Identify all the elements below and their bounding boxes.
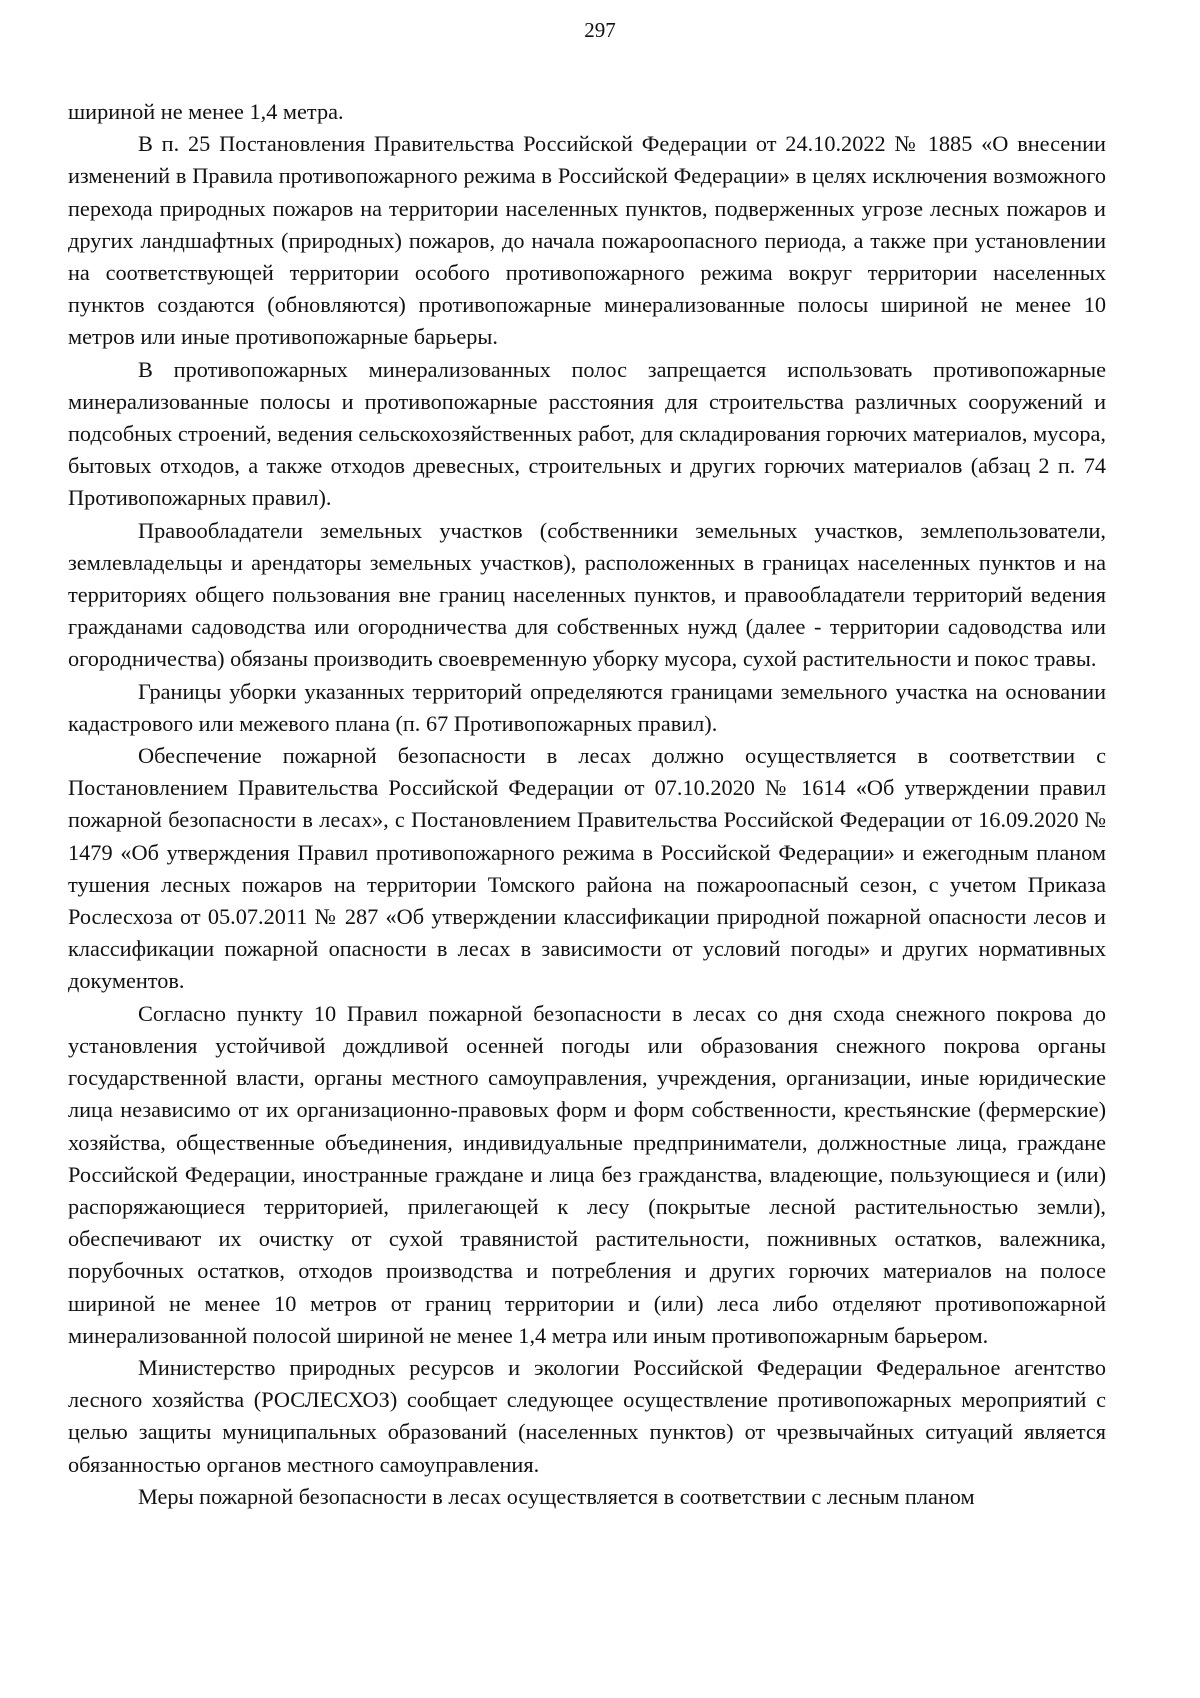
document-body: [68, 96, 1106, 1513]
paragraph-mineralized-strips: В противопожарных минерализованных полос запрещается использовать противопожарные минерализованные полосы и противопожарные расстояния для строительства различных сооружений и подсобных строений, ведения сельскохозяйственных работ, для складирования горючих материалов, мусора, бытовых отходов, а также отходов древесных, строительных и других горючих материалов (абзац 2 п. 74 Противопожарных правил).: [68, 356, 1106, 511]
paragraph-land-owners: Правообладатели земельных участков (собственники земельных участков, землепользователи, землевладельцы и арендаторы земельных участков), расположенных в границах населенных пунктов и на территориях общего пользования вне границ населенных пунктов, и правообладатели территорий ведения гражданами садоводства или огородничества для собственных нужд (далее - территории садоводства или огородничества) обязаны производить своевременную уборку мусора, сухой растительности и покос травы.: [68, 517, 1106, 672]
paragraph-continuation: шириной не менее 1,4 метра.: [68, 99, 344, 124]
paragraph-rosleskhoz: Министерство природных ресурсов и экологии Российской Федерации Федеральное агентство лесного хозяйства (РОСЛЕСХОЗ) сообщает следующее осуществление противопожарных мероприятий с целью защиты муниципальных образований (населенных пунктов) от чрезвычайных ситуаций является обязанностью органов местного самоуправления.: [68, 1354, 1106, 1477]
paragraph-resolution-1885: В п. 25 Постановления Правительства Российской Федерации от 24.10.2022 № 1885 «О внесении изменений в Правила противопожарного режима в Российской Федерации» в целях исключения возможного перехода природных пожаров на территории населенных пунктов, подверженных угрозе лесных пожаров и других ландшафтных (природных) пожаров, до начала пожароопасного периода, а также при установлении на соответствующей территории особого противопожарного режима вокруг территории населенных пунктов создаются (обновляются) противопожарные минерализованные полосы шириной не менее 10 метров или иные противопожарные барьеры.: [68, 131, 1106, 350]
paragraph-rule-10: Согласно пункту 10 Правил пожарной безопасности в лесах со дня схода снежного покрова до установления устойчивой дождливой осенней погоды или образования снежного покрова органы государственной власти, органы местного самоуправления, учреждения, организации, иные юридические лица независимо от их организационно-правовых форм и форм собственности, крестьянские (фермерские) хозяйства, общественные объединения, индивидуальные предприниматели, должностные лица, граждане Российской Федерации, иностранные граждане и лица без гражданства, владеющие, пользующиеся и (или) распоряжающиеся территорией, прилегающей к лесу (покрытые лесной растительностью земли), обеспечивают их очистку от сухой травянистой растительности, пожнивных остатков, валежника, порубочных остатков, отходов производства и потребления и других горючих материалов на полосе шириной не менее 10 метров от границ территории и (или) леса либо отделяют противопожарной минерализованной полосой шириной не менее 1,4 метра или иным противопожарным барьером.: [68, 1000, 1106, 1348]
paragraph-forest-fire-safety: Обеспечение пожарной безопасности в лесах должно осуществляется в соответствии с Постановлением Правительства Российской Федерации от 07.10.2020 № 1614 «Об утверждении правил пожарной безопасности в лесах», с Постановлением Правительства Российской Федерации от 16.09.2020 № 1479 «Об утверждения Правил противопожарного режима в Российской Федерации» и ежегодным планом тушения лесных пожаров на территории Томского района на пожароопасный сезон, с учетом Приказа Рослесхоза от 05.07.2011 № 287 «Об утверждении классификации природной пожарной опасности лесов и классификации пожарной опасности в лесах в зависимости от условий погоды» и других нормативных документов.: [68, 743, 1106, 994]
paragraph-cleanup-boundaries: Границы уборки указанных территорий определяются границами земельного участка на основании кадастрового или межевого плана (п. 67 Противопожарных правил).: [68, 678, 1106, 736]
paragraph-forest-plan: Меры пожарной безопасности в лесах осуществляется в соответствии с лесным планом: [138, 1483, 975, 1509]
page-number: 297: [584, 18, 616, 42]
